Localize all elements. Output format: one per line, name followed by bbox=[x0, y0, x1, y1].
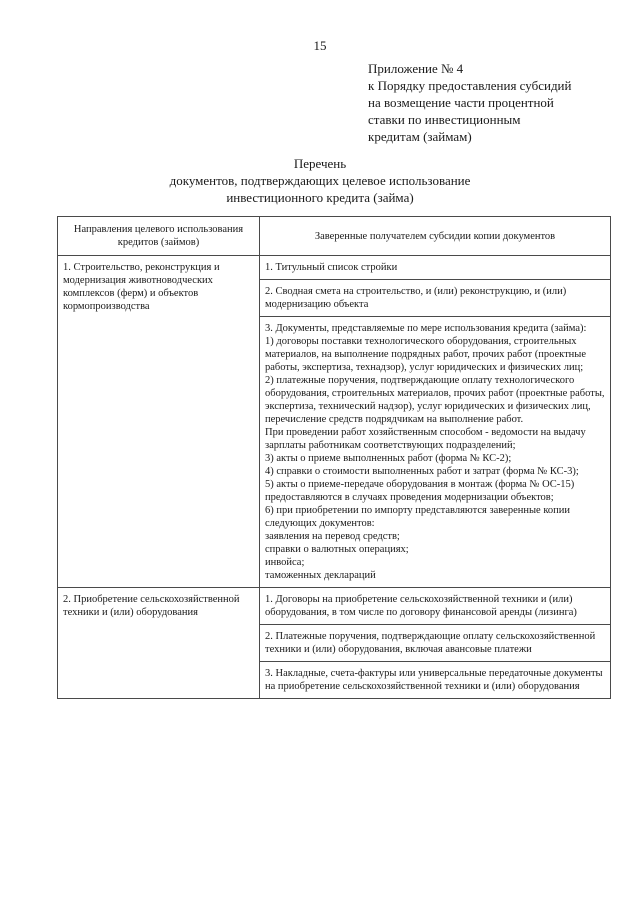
area-cell-equipment: 2. Приобретение сельскохозяйственной техники и (или) оборудования bbox=[58, 588, 260, 699]
header-direction: Направления целевого использования кредитов (займов) bbox=[58, 217, 260, 256]
documents-table bbox=[57, 216, 611, 699]
table-row bbox=[58, 256, 611, 280]
area-cell-construction: 1. Строительство, реконструкция и модернизация животноводческих комплексов (ферм) и объектов кормопроизводства bbox=[58, 256, 260, 588]
title-line: инвестиционного кредита (займа) bbox=[226, 190, 414, 205]
document-cell bbox=[260, 317, 611, 588]
appendix-line: ставки по инвестиционным bbox=[368, 112, 521, 127]
appendix-line: на возмещение части процентной bbox=[368, 95, 554, 110]
header-documents: Заверенные получателем субсидии копии документов bbox=[260, 217, 611, 256]
document-line: 3. Накладные, счета-фактуры или универсальные передаточные документы на приобретение сельскохозяйственной техники и (или) оборудования bbox=[265, 668, 603, 692]
document-cell bbox=[260, 662, 611, 699]
title-line: документов, подтверждающих целевое использование bbox=[169, 173, 471, 188]
document-line: таможенных деклараций bbox=[265, 570, 376, 581]
document-line: 5) акты о приеме-передаче оборудования в монтаж (форма № ОС-15) предоставляются в случаях проведения модернизации объектов; bbox=[265, 479, 575, 503]
document-title bbox=[0, 155, 640, 206]
appendix-line: Приложение № 4 bbox=[368, 61, 464, 76]
document-line: 1) договоры поставки технологического оборудования, строительных материалов, на выполнение подрядных работ, прочих работ (проектные работы, экспертиза, технадзор), услуг юридических и физических лиц; bbox=[265, 336, 587, 373]
document-line: инвойса; bbox=[265, 557, 305, 568]
document-line: 2. Платежные поручения, подтверждающие оплату сельскохозяйственной техники и (или) оборудования, включая авансовые платежи bbox=[265, 631, 596, 655]
appendix-block bbox=[368, 60, 618, 145]
page-number: 15 bbox=[313, 38, 327, 53]
document-line: 4) справки о стоимости выполненных работ и затрат (форма № КС-3); bbox=[265, 466, 579, 477]
document-line: заявления на перевод средств; bbox=[265, 531, 400, 542]
document-line: 1. Титульный список стройки bbox=[265, 262, 398, 273]
document-cell bbox=[260, 280, 611, 317]
table-row bbox=[58, 588, 611, 625]
title-line: Перечень bbox=[293, 156, 347, 171]
appendix-line: к Порядку предоставления субсидий bbox=[368, 78, 572, 93]
document-line: справки о валютных операциях; bbox=[265, 544, 409, 555]
document-line: 6) при приобретении по импорту представляются заверенные копии следующих документов: bbox=[265, 505, 570, 529]
document-line: При проведении работ хозяйственным способом - ведомости на выдачу зарплаты работникам соответствующих подразделений; bbox=[265, 427, 586, 451]
document-line: 3. Документы, представляемые по мере использования кредита (займа): bbox=[265, 323, 587, 334]
document-line: 3) акты о приеме выполненных работ (форма № КС-2); bbox=[265, 453, 512, 464]
document-line: 2) платежные поручения, подтверждающие оплату технологического оборудования, строительных материалов, прочих работ (проектные работы, экспертиза, технический надзор), услуг юридических и физических лиц, перечисление средств подрядчикам на выполнение работ. bbox=[265, 375, 605, 425]
document-cell bbox=[260, 256, 611, 280]
document-line: 2. Сводная смета на строительство, и (или) реконструкцию, и (или) модернизацию объекта bbox=[265, 286, 567, 310]
table-header-row bbox=[58, 217, 611, 256]
document-cell bbox=[260, 625, 611, 662]
appendix-line: кредитам (займам) bbox=[368, 129, 472, 144]
document-line: 1. Договоры на приобретение сельскохозяйственной техники и (или) оборудования, в том числе по договору финансовой аренды (лизинга) bbox=[265, 594, 577, 618]
document-cell bbox=[260, 588, 611, 625]
